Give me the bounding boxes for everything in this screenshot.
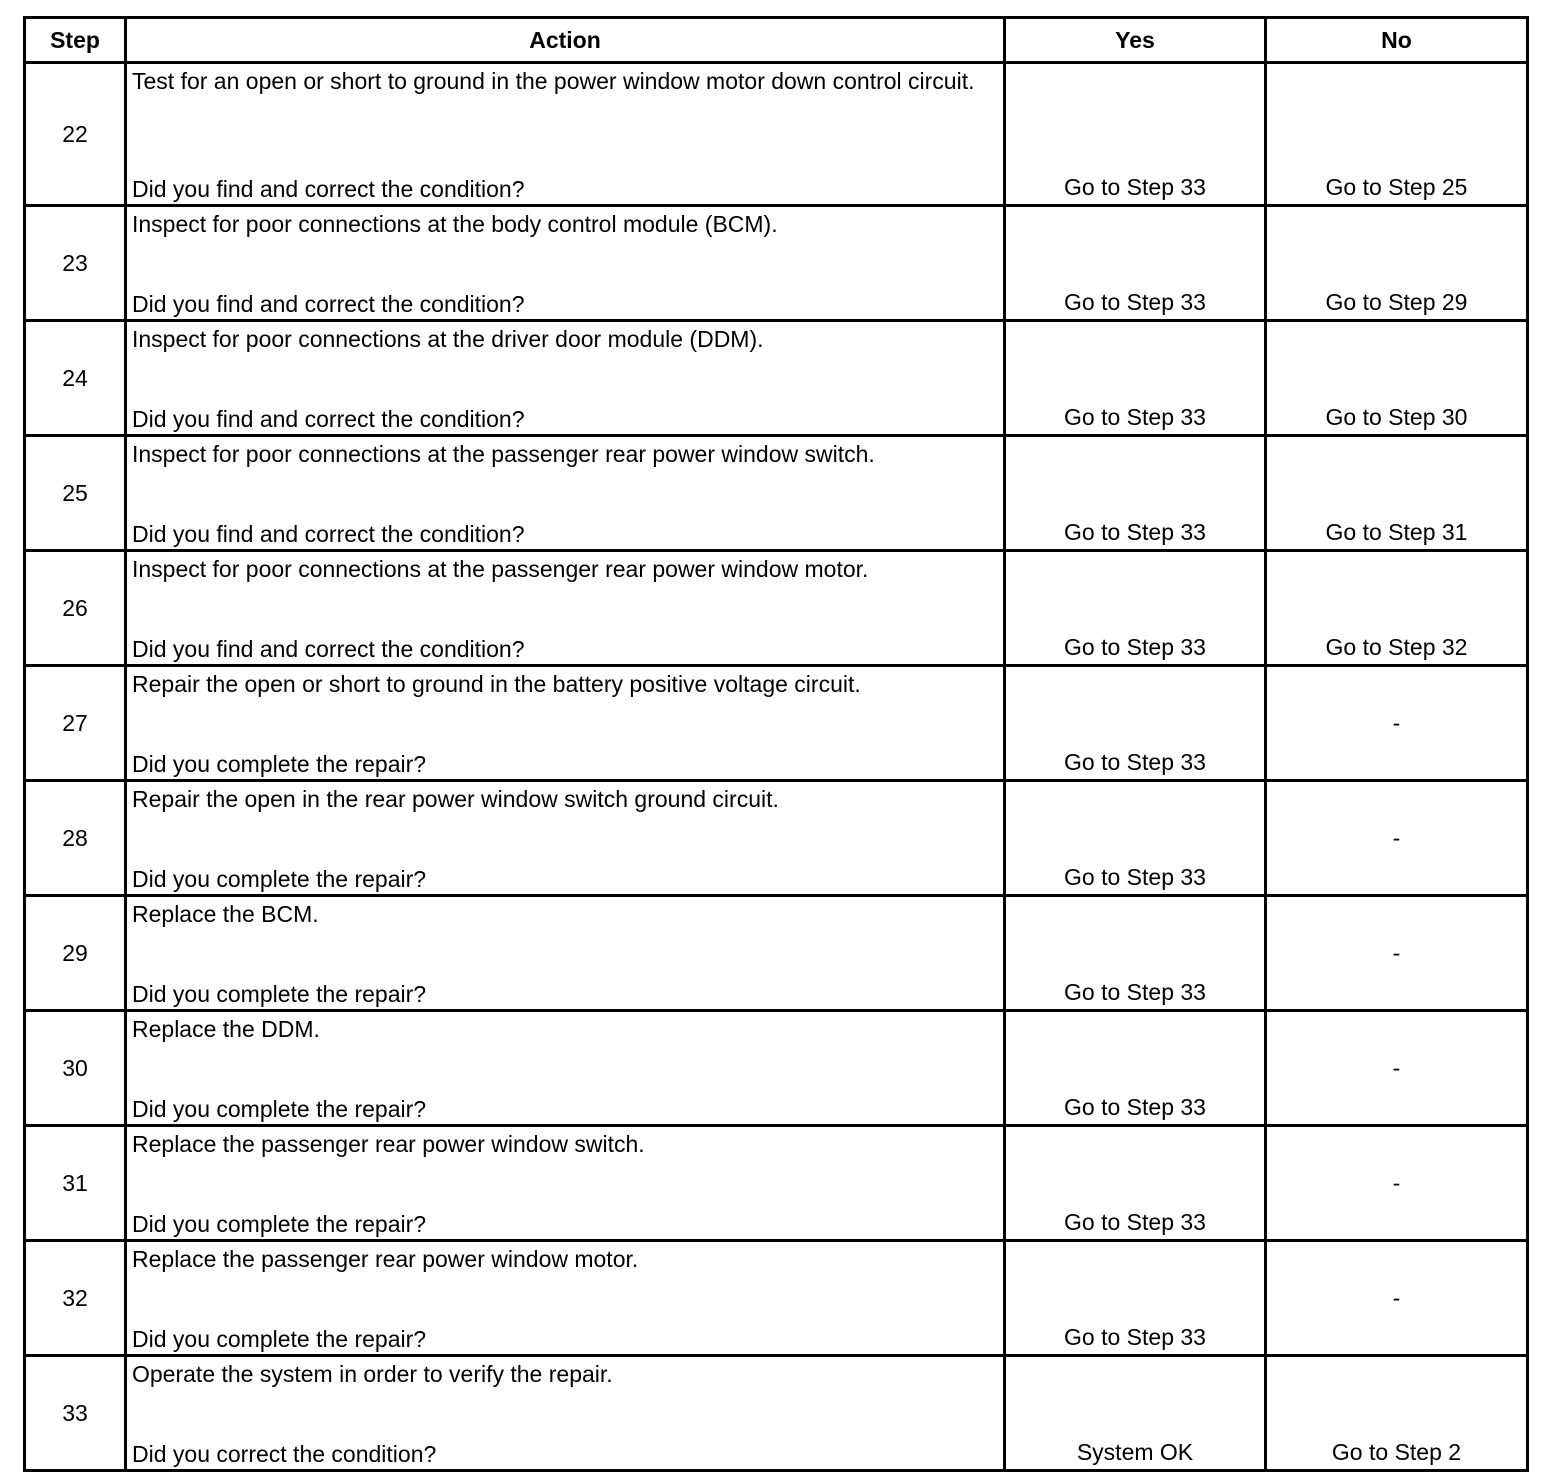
no-result: Go to Step 31 [1266,436,1528,551]
yes-result: Go to Step 33 [1005,321,1266,436]
yes-result: Go to Step 33 [1005,436,1266,551]
action-text: Inspect for poor connections at the driver door module (DDM). [132,326,764,352]
no-result: - [1266,1241,1528,1356]
action-cell [126,781,1005,896]
action-text: Inspect for poor connections at the passenger rear power window motor. [132,556,869,582]
question-text: Did you complete the repair? [132,981,427,1007]
action-text: Inspect for poor connections at the passenger rear power window switch. [132,441,875,467]
action-cell [126,206,1005,321]
header-yes: Yes [1005,18,1266,63]
table-row [25,551,1528,666]
yes-result: Go to Step 33 [1005,1126,1266,1241]
question-text: Did you find and correct the condition? [132,176,525,202]
table-row [25,63,1528,206]
no-result: - [1266,1011,1528,1126]
action-cell [126,666,1005,781]
yes-result: Go to Step 33 [1005,896,1266,1011]
question-text: Did you complete the repair? [132,751,427,777]
table-row [25,781,1528,896]
question-text: Did you find and correct the condition? [132,291,525,317]
no-result: - [1266,666,1528,781]
action-cell [126,1011,1005,1126]
table-header [25,18,1528,63]
yes-result: Go to Step 33 [1005,206,1266,321]
table-body [25,63,1528,1471]
action-cell [126,896,1005,1011]
action-cell [126,1126,1005,1241]
step-number: 32 [25,1241,126,1356]
no-result: Go to Step 32 [1266,551,1528,666]
action-text: Repair the open in the rear power window switch ground circuit. [132,786,779,812]
question-text: Did you correct the condition? [132,1441,437,1467]
header-step: Step [25,18,126,63]
table-row [25,1126,1528,1241]
step-number: 22 [25,63,126,206]
table-row [25,1356,1528,1471]
step-number: 28 [25,781,126,896]
diagnostic-table [23,16,1529,1472]
table-row [25,896,1528,1011]
question-text: Did you find and correct the condition? [132,521,525,547]
header-row [25,18,1528,63]
step-number: 29 [25,896,126,1011]
yes-result: System OK [1005,1356,1266,1471]
yes-result: Go to Step 33 [1005,63,1266,206]
table-row [25,321,1528,436]
table-row [25,206,1528,321]
action-text: Replace the DDM. [132,1016,320,1042]
action-text: Replace the BCM. [132,901,319,927]
question-text: Did you complete the repair? [132,1326,427,1352]
no-result: Go to Step 25 [1266,63,1528,206]
no-result: - [1266,896,1528,1011]
yes-result: Go to Step 33 [1005,551,1266,666]
step-number: 27 [25,666,126,781]
header-no: No [1266,18,1528,63]
header-action: Action [126,18,1005,63]
question-text: Did you find and correct the condition? [132,406,525,432]
table-row [25,1241,1528,1356]
table-row [25,666,1528,781]
question-text: Did you complete the repair? [132,1211,427,1237]
yes-result: Go to Step 33 [1005,1011,1266,1126]
no-result: Go to Step 30 [1266,321,1528,436]
action-cell [126,321,1005,436]
no-result: - [1266,781,1528,896]
action-cell [126,436,1005,551]
step-number: 26 [25,551,126,666]
step-number: 24 [25,321,126,436]
action-cell [126,1356,1005,1471]
action-cell [126,63,1005,206]
table-row [25,1011,1528,1126]
step-number: 25 [25,436,126,551]
action-text: Replace the passenger rear power window motor. [132,1246,639,1272]
question-text: Did you complete the repair? [132,866,427,892]
step-number: 30 [25,1011,126,1126]
question-text: Did you find and correct the condition? [132,636,525,662]
step-number: 23 [25,206,126,321]
action-text: Operate the system in order to verify the repair. [132,1361,613,1387]
action-text: Replace the passenger rear power window switch. [132,1131,645,1157]
action-cell [126,1241,1005,1356]
yes-result: Go to Step 33 [1005,1241,1266,1356]
yes-result: Go to Step 33 [1005,781,1266,896]
question-text: Did you complete the repair? [132,1096,427,1122]
action-text: Repair the open or short to ground in the battery positive voltage circuit. [132,671,861,697]
yes-result: Go to Step 33 [1005,666,1266,781]
no-result: Go to Step 29 [1266,206,1528,321]
step-number: 33 [25,1356,126,1471]
action-text: Inspect for poor connections at the body control module (BCM). [132,211,778,237]
step-number: 31 [25,1126,126,1241]
no-result: Go to Step 2 [1266,1356,1528,1471]
table-row [25,436,1528,551]
action-cell [126,551,1005,666]
no-result: - [1266,1126,1528,1241]
action-text: Test for an open or short to ground in the power window motor down control circuit. [132,68,975,94]
